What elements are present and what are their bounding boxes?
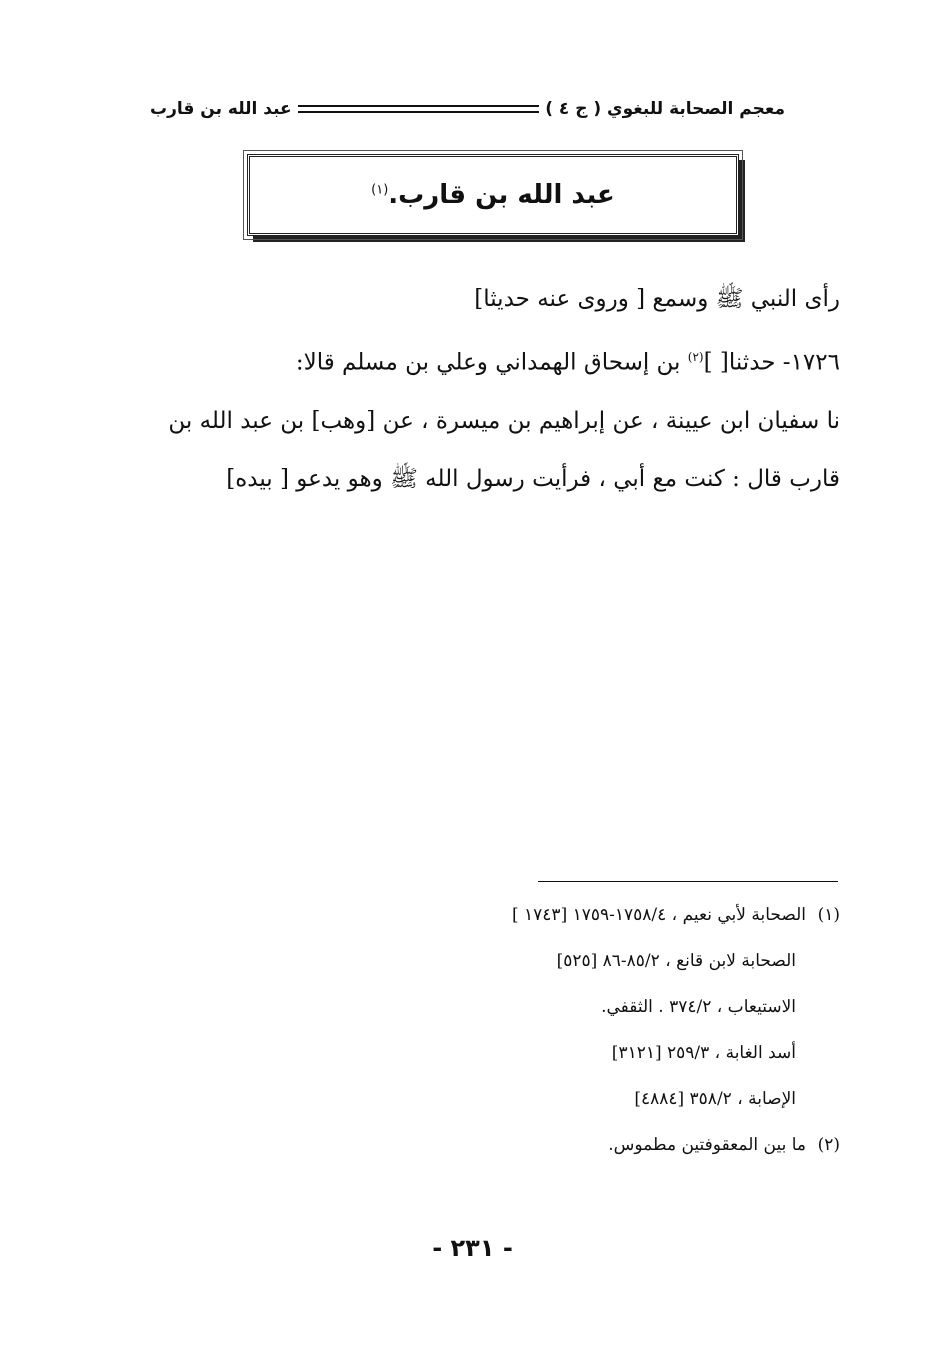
footnote-1 <box>300 892 840 938</box>
header-book-title: معجم الصحابة للبغوي ( ج ٤ ) <box>545 99 785 119</box>
body-line-3: نا سفيان ابن عيينة ، عن إبراهيم بن ميسرة ، عن [وهب] بن عبد الله بن <box>168 407 840 434</box>
footnote-1-number: (١) <box>817 905 840 925</box>
body-line-2-rest: بن إسحاق الهمداني وعلي بن مسلم قالا: <box>295 349 688 376</box>
running-header <box>150 94 785 124</box>
body-line-1: رأى النبي ﷺ وسمع [ وروى عنه حديثا] <box>474 286 840 312</box>
footnote-2-text: ما بين المعقوفتين مطموس. <box>608 1135 806 1155</box>
footnote-1-line-5: الإصابة ، ٣٥٨/٢ [٤٨٨٤] <box>634 1089 796 1109</box>
page-number: - ٢٣١ - <box>432 1234 513 1262</box>
footnote-1-line-2: الصحابة لابن قانع ، ٨٥/٢-٨٦ [٥٢٥] <box>556 951 796 971</box>
footnote-1-line-4: أسد الغابة ، ٢٥٩/٣ [٣١٢١] <box>611 1043 796 1063</box>
footnote-1-line-3: الاستيعاب ، ٣٧٤/٢ . الثقفي. <box>601 997 796 1017</box>
footnote-separator <box>538 881 838 882</box>
footnotes <box>300 892 840 1168</box>
header-entry-name: عبد الله بن قارب <box>150 99 292 119</box>
title-footnote-ref: (١) <box>371 182 389 198</box>
hadith-number-text: ١٧٢٦- حدثنا[ ] <box>703 349 840 376</box>
body-footnote-ref: (٢) <box>687 350 704 364</box>
footnote-2-number: (٢) <box>817 1135 840 1155</box>
entry-title-box <box>247 154 739 236</box>
body-line-2 <box>140 328 840 392</box>
header-rule <box>298 105 540 113</box>
entry-title-text: عبد الله بن قارب. <box>388 180 615 210</box>
footnote-1-line-1: الصحابة لأبي نعيم ، ١٧٥٨/٤-١٧٥٩ [١٧٤٣ ] <box>511 905 806 925</box>
entry-title <box>371 180 615 210</box>
footnote-2 <box>300 1122 840 1168</box>
body-text <box>140 270 840 508</box>
body-line-4: قارب قال : كنت مع أبي ، فرأيت رسول الله ﷺ وهو يدعو [ بيده] <box>226 465 840 492</box>
